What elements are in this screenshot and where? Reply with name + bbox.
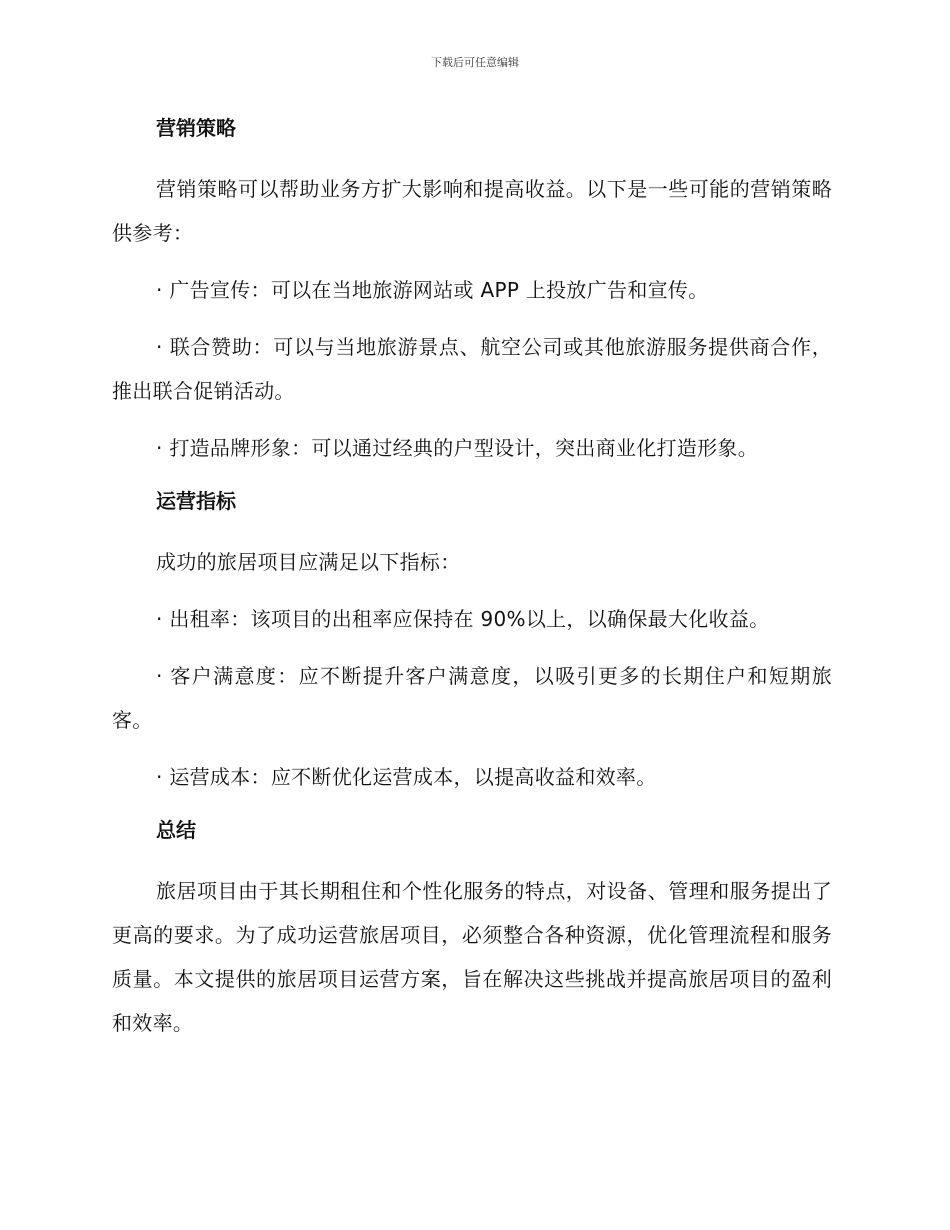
marketing-item: · 打造品牌形象：可以通过经典的户型设计，突出商业化打造形象。 <box>156 436 759 460</box>
document-body <box>112 110 832 1058</box>
marketing-item: · 广告宣传：可以在当地旅游网站或 APP 上投放广告和宣传。 <box>156 278 709 302</box>
summary-body: 旅居项目由于其长期租住和个性化服务的特点，对设备、管理和服务提出了更高的要求。为了成功运营旅居项目，必须整合各种资源，优化管理流程和服务质量。本文提供的旅居项目运营方案，旨在解决这些挑战并提高旅居项目的盈利和效率。 <box>112 879 832 1035</box>
section-heading-operations: 运营指标 <box>156 489 236 513</box>
operations-item: · 出租率：该项目的出租率应保持在 90%以上，以确保最大化收益。 <box>156 607 770 631</box>
section-heading-marketing: 营销策略 <box>156 116 236 140</box>
operations-item: · 客户满意度：应不断提升客户满意度，以吸引更多的长期住户和短期旅客。 <box>112 664 832 732</box>
operations-item: · 运营成本：应不断优化运营成本，以提高收益和效率。 <box>156 765 657 789</box>
page-header-note: 下载后可任意编辑 <box>431 56 519 69</box>
marketing-item: · 联合赞助：可以与当地旅游景点、航空公司或其他旅游服务提供商合作，推出联合促销活动。 <box>112 335 832 403</box>
marketing-intro: 营销策略可以帮助业务方扩大影响和提高收益。以下是一些可能的营销策略供参考： <box>112 177 832 245</box>
section-heading-summary: 总结 <box>156 818 196 842</box>
operations-intro: 成功的旅居项目应满足以下指标： <box>156 550 461 574</box>
